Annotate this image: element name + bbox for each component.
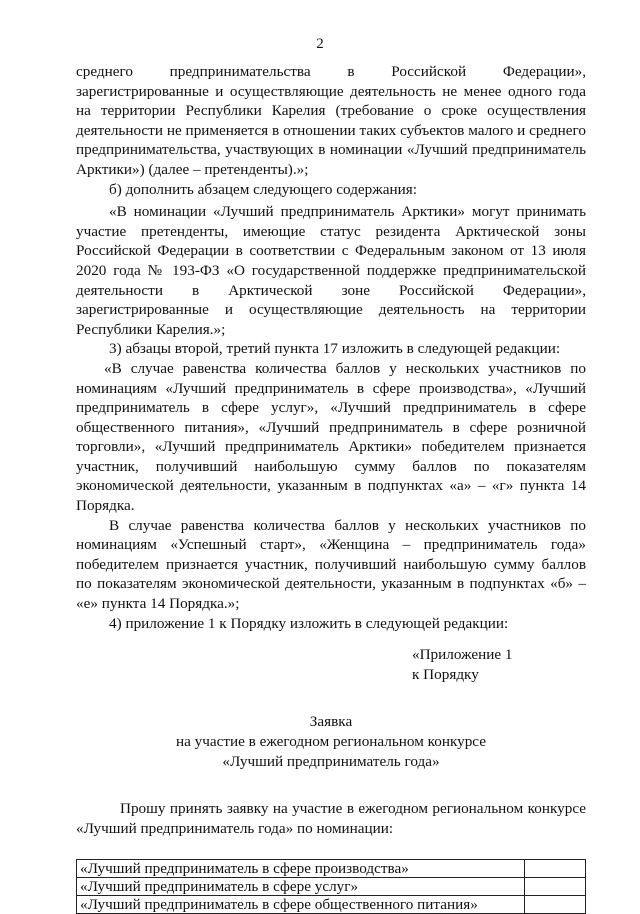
page-number: 2 — [316, 36, 324, 52]
paragraph-b: б) дополнить абзацем следующего содержания: — [109, 180, 417, 198]
application-heading — [76, 712, 586, 771]
paragraph-4: 4) приложение 1 к Порядку изложить в следующей редакции: — [109, 614, 509, 632]
application-contest-name: «Лучший предприниматель года» — [222, 752, 440, 770]
document-body — [76, 62, 586, 914]
nominations-table — [76, 859, 586, 914]
application-request — [76, 799, 586, 838]
nomination-label: «Лучший предприниматель в сфере производства» — [77, 860, 525, 878]
application-title: Заявка — [309, 713, 353, 731]
paragraph-equal-points-2: В случае равенства количества баллов у нескольких участников по номинациям «Успешный старт», «Женщина – предприниматель года» победителем признается участник, получивший наибольшую сумму баллов по показателям экономической деятельности, указанным в подпунктах «б» – «е» пункта 14 Порядка.»; — [76, 516, 586, 613]
paragraph-3: 3) абзацы второй, третий пункта 17 изложить в следующей редакции: — [109, 340, 561, 358]
request-text: Прошу принять заявку на участие в ежегодном региональном конкурсе «Лучший предприниматель года» по номинации: — [76, 800, 586, 837]
nomination-mark-cell[interactable] — [525, 878, 586, 896]
appendix-reference-line2: к Порядку — [412, 665, 479, 683]
nomination-label: «Лучший предприниматель в сфере общественного питания» — [77, 896, 525, 914]
appendix-reference-line1: «Приложение 1 — [412, 646, 513, 664]
application-subtitle: на участие в ежегодном региональном конкурсе — [176, 733, 486, 750]
paragraph-equal-points-1: «В случае равенства количества баллов у нескольких участников по номинациям «Лучший предприниматель в сфере производства», «Лучший предприниматель в сфере услуг», «Лучший предприниматель в сфере общественного питания», «Лучший предприниматель в сфере розничной торговли», «Лучший предприниматель Арктики» победителем признается участник, получивший наибольшую сумму баллов по показателям экономической деятельности, указанным в подпунктах «а» – «г» пункта 14 Порядка. — [76, 359, 586, 515]
paragraph-arctic-nomination: «В номинации «Лучший предприниматель Арктики» могут принимать участие претенденты, имеющие статус резидента Арктической зоны Российской Федерации в соответствии с Федеральным законом от 13 июля 2020 года № 193-ФЗ «О государственной поддержке предпринимательской деятельности в Арктической зоне Российской Федерации», зарегистрированные и осуществляющие деятельность на территории Республики Карелия.»; — [76, 203, 586, 338]
table-row — [77, 878, 586, 896]
nomination-mark-cell[interactable] — [525, 860, 586, 878]
table-row — [77, 860, 586, 878]
paragraph-continuation: среднего предпринимательства в Российской Федерации», зарегистрированные и осуществляющие деятельность не менее одного года на территории Республики Карелия (требование о сроке осуществления деятельности не применяется в отношении таких субъектов малого и среднего предпринимательства, участвующих в номинации «Лучший предприниматель Арктики») (далее – претенденты).»; — [76, 63, 586, 178]
nomination-label: «Лучший предприниматель в сфере услуг» — [77, 878, 525, 896]
appendix-reference — [412, 645, 586, 684]
